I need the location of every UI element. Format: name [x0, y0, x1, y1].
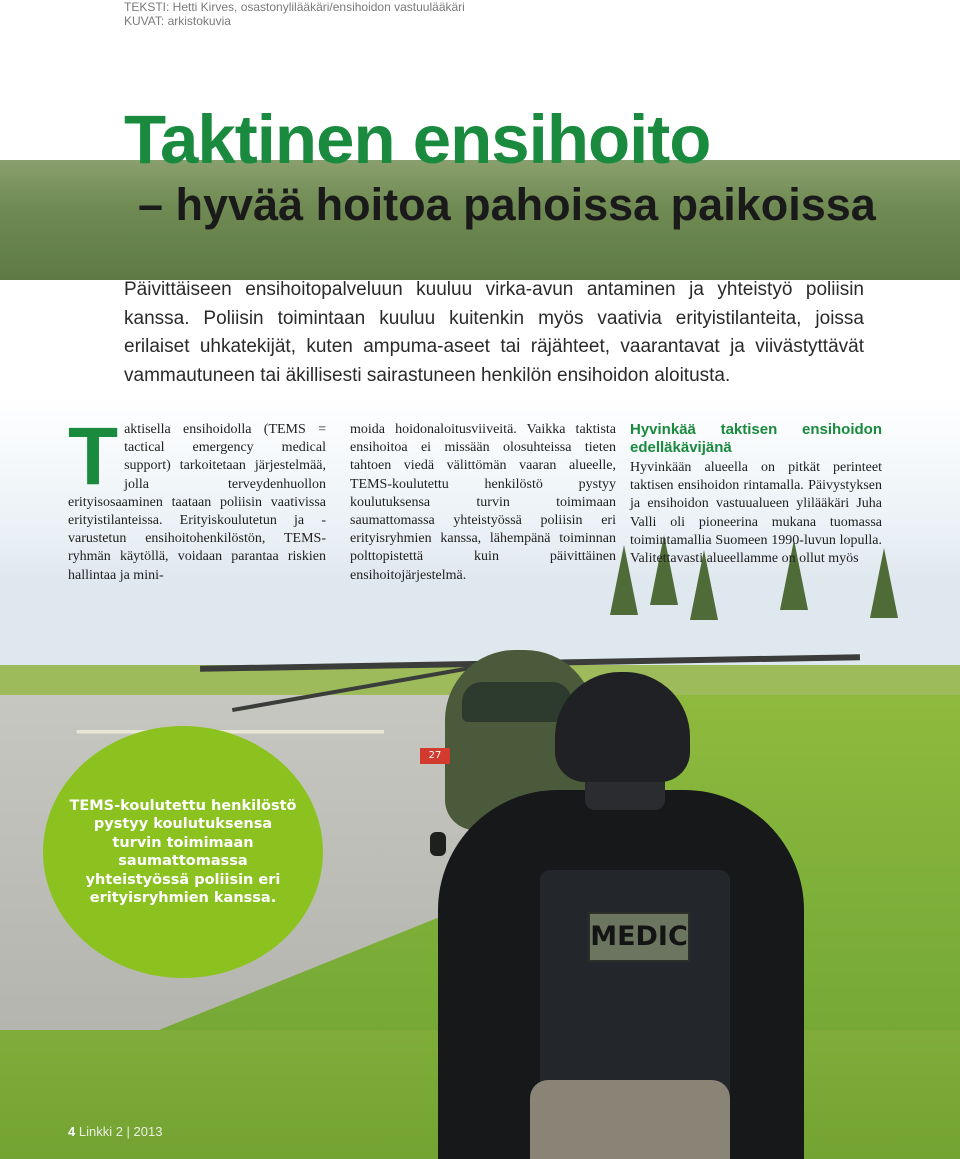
article-subtitle: – hyvää hoitoa pahoissa paikoissa: [138, 179, 876, 230]
medic-patch: MEDIC: [588, 912, 690, 962]
helicopter-wheel: [430, 832, 446, 856]
pull-quote-circle: [43, 726, 323, 978]
pull-quote: TEMS-koulutettu henkilöstö pystyy koulutuksensa turvin toimimaan saumattomassa yhteistyössä poliisin eri erityisryhmien kanssa.: [69, 797, 297, 906]
helicopter-number: 27: [420, 748, 450, 764]
body-column-1: [68, 411, 326, 585]
helicopter-window: [462, 682, 572, 722]
page-number: 4: [68, 1124, 76, 1139]
credits-photos: KUVAT: arkistokuvia: [124, 14, 231, 28]
credits: [124, 0, 465, 28]
body-text-1: aktisella ensihoidolla (TEMS = tactical emergency medical support) tarkoitetaan järjestelmää, jolla terveydenhuollon erityisosaaminen taataan poliisin vaativissa erityistilanteissa. Erityiskoulutetun ja -varustetun ensihoitohenkilöstön, TEMS-ryhmän käytöllä, voidaan parantaa riskien hallintaa ja mini-: [68, 422, 326, 583]
sidebar-column: [630, 421, 882, 568]
article-title: Taktinen ensihoito: [124, 101, 711, 178]
medic-pack: [530, 1080, 730, 1159]
sidebar-text: Hyvinkään alueella on pitkät perinteet taktisen ensihoidon rintamalla. Päivystyksen ja ensihoidon vastuualueen ylilääkäri Juha Valli oli pioneerina mukana tuomassa toimintamallia Suomeen 1990-luvun lopulla. Valitettavasti alueellamme on ollut myös: [630, 460, 882, 567]
publication-name: Linkki 2 | 2013: [78, 1124, 163, 1139]
page-footer: [68, 1124, 162, 1139]
article-lead: Päivittäiseen ensihoitopalveluun kuuluu virka-avun antaminen ja yhteistyö poliisin kanssa. Poliisin toimintaan kuuluu kuitenkin myös vaativia erityistilanteita, joissa erilaiset uhkatekijät, kuten ampuma-aseet tai räjähteet, vaarantavat ja viivästyttävät vammautuneen tai äkillisesti sairastuneen henkilön ensihoidon aloitusta.: [124, 279, 864, 386]
sidebar-heading: Hyvinkää taktisen ensihoidon edelläkävijänä: [630, 421, 882, 456]
body-column-2: [350, 421, 616, 585]
credits-author: TEKSTI: Hetti Kirves, osastonylilääkäri/ensihoidon vastuulääkäri: [124, 0, 465, 14]
body-text-2: moida hoidonaloitusviiveitä. Vaikka taktista ensihoitoa ei missään olosuhteissa tieten tahtoen viedä välittömän vaaran alueelle, TEMS-koulutettu henkilöstö pystyy koulutuksensa turvin toimimaan saumattomassa yhteistyössä poliisin eri erityisryhmien kanssa, lähempänä toiminnan polttopistettä kuin päivittäinen ensihoitojärjestelmä.: [350, 422, 616, 583]
drop-cap: T: [68, 411, 119, 502]
